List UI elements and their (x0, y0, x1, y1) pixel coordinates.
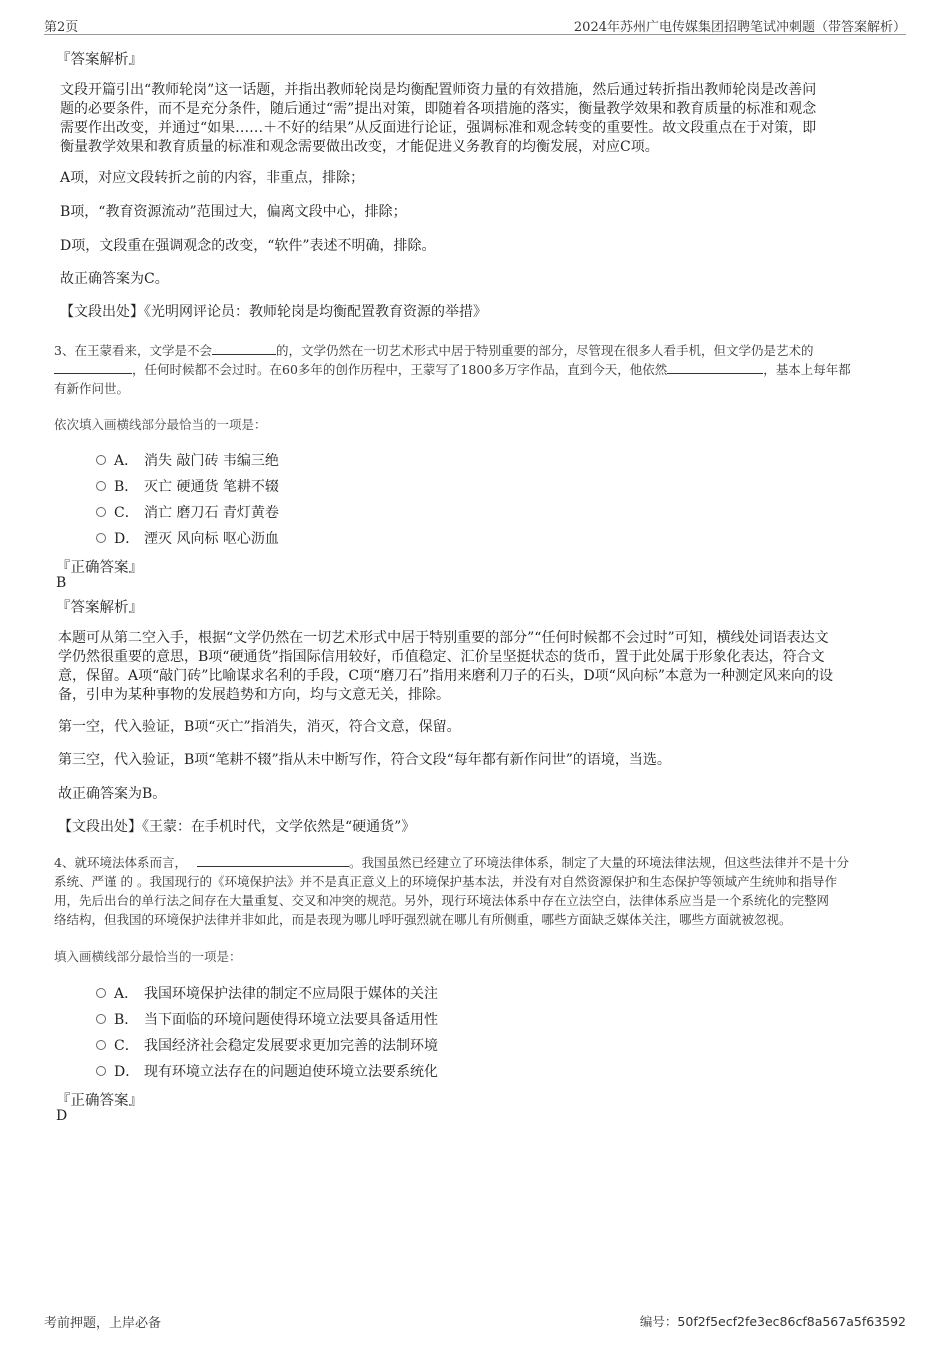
radio-icon[interactable] (96, 507, 106, 517)
q4-stem-line: 用，先后出台的单行法之间存在大量重复、交叉和冲突的规范。另外，现行环境法体系中存在立法空白，法律体系应当是一个系统化的完整网 (54, 893, 830, 908)
q4-stem-line: 络结构，但我国的环境保护法律并非如此，而是表现为哪儿呼吁强烈就在哪儿有所侧重，哪些方面缺乏媒体关注，哪些方面就被忽视。 (54, 912, 792, 927)
q4-stem-line: 系统、严谨 的 。我国现行的《环境保护法》并不是真正意义上的环境保护基本法，并没有对自然资源保护和生态保护等领域产生统帅和指导作 (54, 874, 837, 889)
q2-analysis-label: 『答案解析』 (56, 52, 143, 68)
page-footer (44, 1312, 906, 1332)
q3-blank-3 (667, 361, 763, 374)
q2-conclusion: 故正确答案为C。 (60, 271, 169, 287)
q3-correct-answer: B (56, 575, 67, 591)
q4-prompt: 填入画横线部分最恰当的一项是： (54, 949, 242, 964)
q2-analysis-line: 题的必要条件，而不是充分条件，随后通过“需”提出对策，即随着各项措施的落实，衡量教学效果和教育质量的标准和观念 (60, 101, 817, 117)
q3-conclusion: 故正确答案为B。 (58, 786, 167, 802)
q2-option-d-note: D项，文段重在强调观念的改变，“软件”表述不明确，排除。 (60, 238, 436, 254)
q3-option-c[interactable]: C． 消亡 磨刀石 青灯黄卷 (96, 502, 279, 522)
q4-correct-label: 『正确答案』 (56, 1093, 143, 1109)
q2-analysis-line: 需要作出改变，并通过“如果……＋不好的结果”从反面进行论证，强调标准和观念转变的重要性。故文段重点在于对策，即 (60, 120, 817, 136)
q4-stem-line: 4、就环境法体系而言， 。我国虽然已经建立了环境法律体系，制定了大量的环境法律法规，但这些法律并不是十分 (54, 855, 849, 870)
radio-icon[interactable] (96, 455, 106, 465)
page-number: 第2页 (44, 20, 79, 35)
q3-analysis-line: 本题可从第二空入手，根据“文学仍然在一切艺术形式中居于特别重要的部分”“任何时候都不会过时”可知，横线处词语表达文 (58, 630, 829, 646)
radio-icon[interactable] (96, 481, 106, 491)
q4-option-c[interactable]: C． 我国经济社会稳定发展要求更加完善的法制环境 (96, 1035, 438, 1055)
footer-slogan: 考前押题，上岸必备 (44, 1316, 162, 1331)
q4-blank (197, 854, 349, 867)
q2-option-b-note: B项，“教育资源流动”范围过大，偏离文段中心，排除； (60, 204, 407, 220)
q4-option-a[interactable]: A． 我国环境保护法律的制定不应局限于媒体的关注 (96, 983, 438, 1003)
q3-blank-2 (54, 361, 132, 374)
page-header (44, 14, 906, 35)
q4-stem (54, 853, 899, 929)
q2-analysis-line: 文段开篇引出“教师轮岗”这一话题，并指出教师轮岗是均衡配置师资力量的有效措施，然后通过转折指出教师轮岗是改善问 (60, 82, 817, 98)
q3-stem (54, 341, 899, 398)
q3-stem-line: 3、在王蒙看来，文学是不会 的，文学仍然在一切艺术形式中居于特别重要的部分，尽管现在很多人看手机，但文学仍是艺术的 (54, 343, 814, 358)
q3-analysis-line: 意，保留。A项“敲门砖”比喻谋求名利的手段，C项“磨刀石”指用来磨利刀子的石头，D项“风向标”本意为一种测定风来向的设 (58, 668, 833, 684)
q3-third-blank-note: 第三空，代入验证，B项“笔耕不辍”指从未中断写作，符合文段“每年都有新作问世”的语境，当选。 (58, 752, 671, 768)
q3-stem-line: 有新作问世。 (54, 381, 130, 396)
q3-correct-label: 『正确答案』 (56, 560, 143, 576)
q3-stem-line: ，任何时候都不会过时。在60多年的创作历程中，王蒙写了1800多万字作品，直到今天，他依然 ，基本上每年都 (54, 360, 899, 379)
document-title: 2024年苏州广电传媒集团招聘笔试冲刺题（带答案解析） (573, 20, 906, 35)
radio-icon[interactable] (96, 1014, 106, 1024)
q4-option-b[interactable]: B． 当下面临的环境问题使得环境立法要具备适用性 (96, 1009, 438, 1029)
q3-analysis-paragraph (58, 629, 833, 705)
q3-prompt: 依次填入画横线部分最恰当的一项是： (54, 417, 267, 432)
q4-correct-answer: D (56, 1108, 68, 1124)
q2-source: 【文段出处】《光明网评论员：教师轮岗是均衡配置教育资源的举措》 (60, 304, 487, 320)
radio-icon[interactable] (96, 1040, 106, 1050)
q4-option-d[interactable]: D． 现有环境立法存在的问题迫使环境立法要系统化 (96, 1061, 438, 1081)
q2-analysis-line: 衡量教学效果和教育质量的标准和观念需要做出改变，才能促进义务教育的均衡发展，对应C项。 (60, 139, 659, 155)
q3-option-b[interactable]: B． 灭亡 硬通货 笔耕不辍 (96, 476, 279, 496)
q3-option-d[interactable]: D． 湮灭 风向标 呕心沥血 (96, 528, 279, 548)
radio-icon[interactable] (96, 1066, 106, 1076)
q3-first-blank-note: 第一空，代入验证，B项“灭亡”指消失，消灭，符合文意，保留。 (58, 719, 461, 735)
q3-option-a[interactable]: A． 消失 敲门砖 韦编三绝 (96, 450, 279, 470)
q3-source: 【文段出处】《王蒙：在手机时代，文学依然是“硬通货”》 (58, 819, 416, 835)
q2-analysis-paragraph (60, 81, 816, 157)
q3-analysis-line: 学仍然很重要的意思，B项“硬通货”指国际信用较好，币值稳定、汇价呈坚挺状态的货币，置于此处属于形象化表达，符合文 (58, 649, 825, 665)
q3-analysis-line: 备，引申为某种事物的发展趋势和方向，均与文意无关，排除。 (58, 687, 450, 703)
document-id: 编号：50f2f5ecf2fe3ec86cf8a567a5f63592 (639, 1314, 906, 1329)
radio-icon[interactable] (96, 533, 106, 543)
q2-option-a-note: A项，对应文段转折之前的内容，非重点，排除； (60, 170, 365, 186)
radio-icon[interactable] (96, 988, 106, 998)
q3-blank-1 (212, 342, 276, 355)
q3-analysis-label: 『答案解析』 (56, 600, 143, 616)
